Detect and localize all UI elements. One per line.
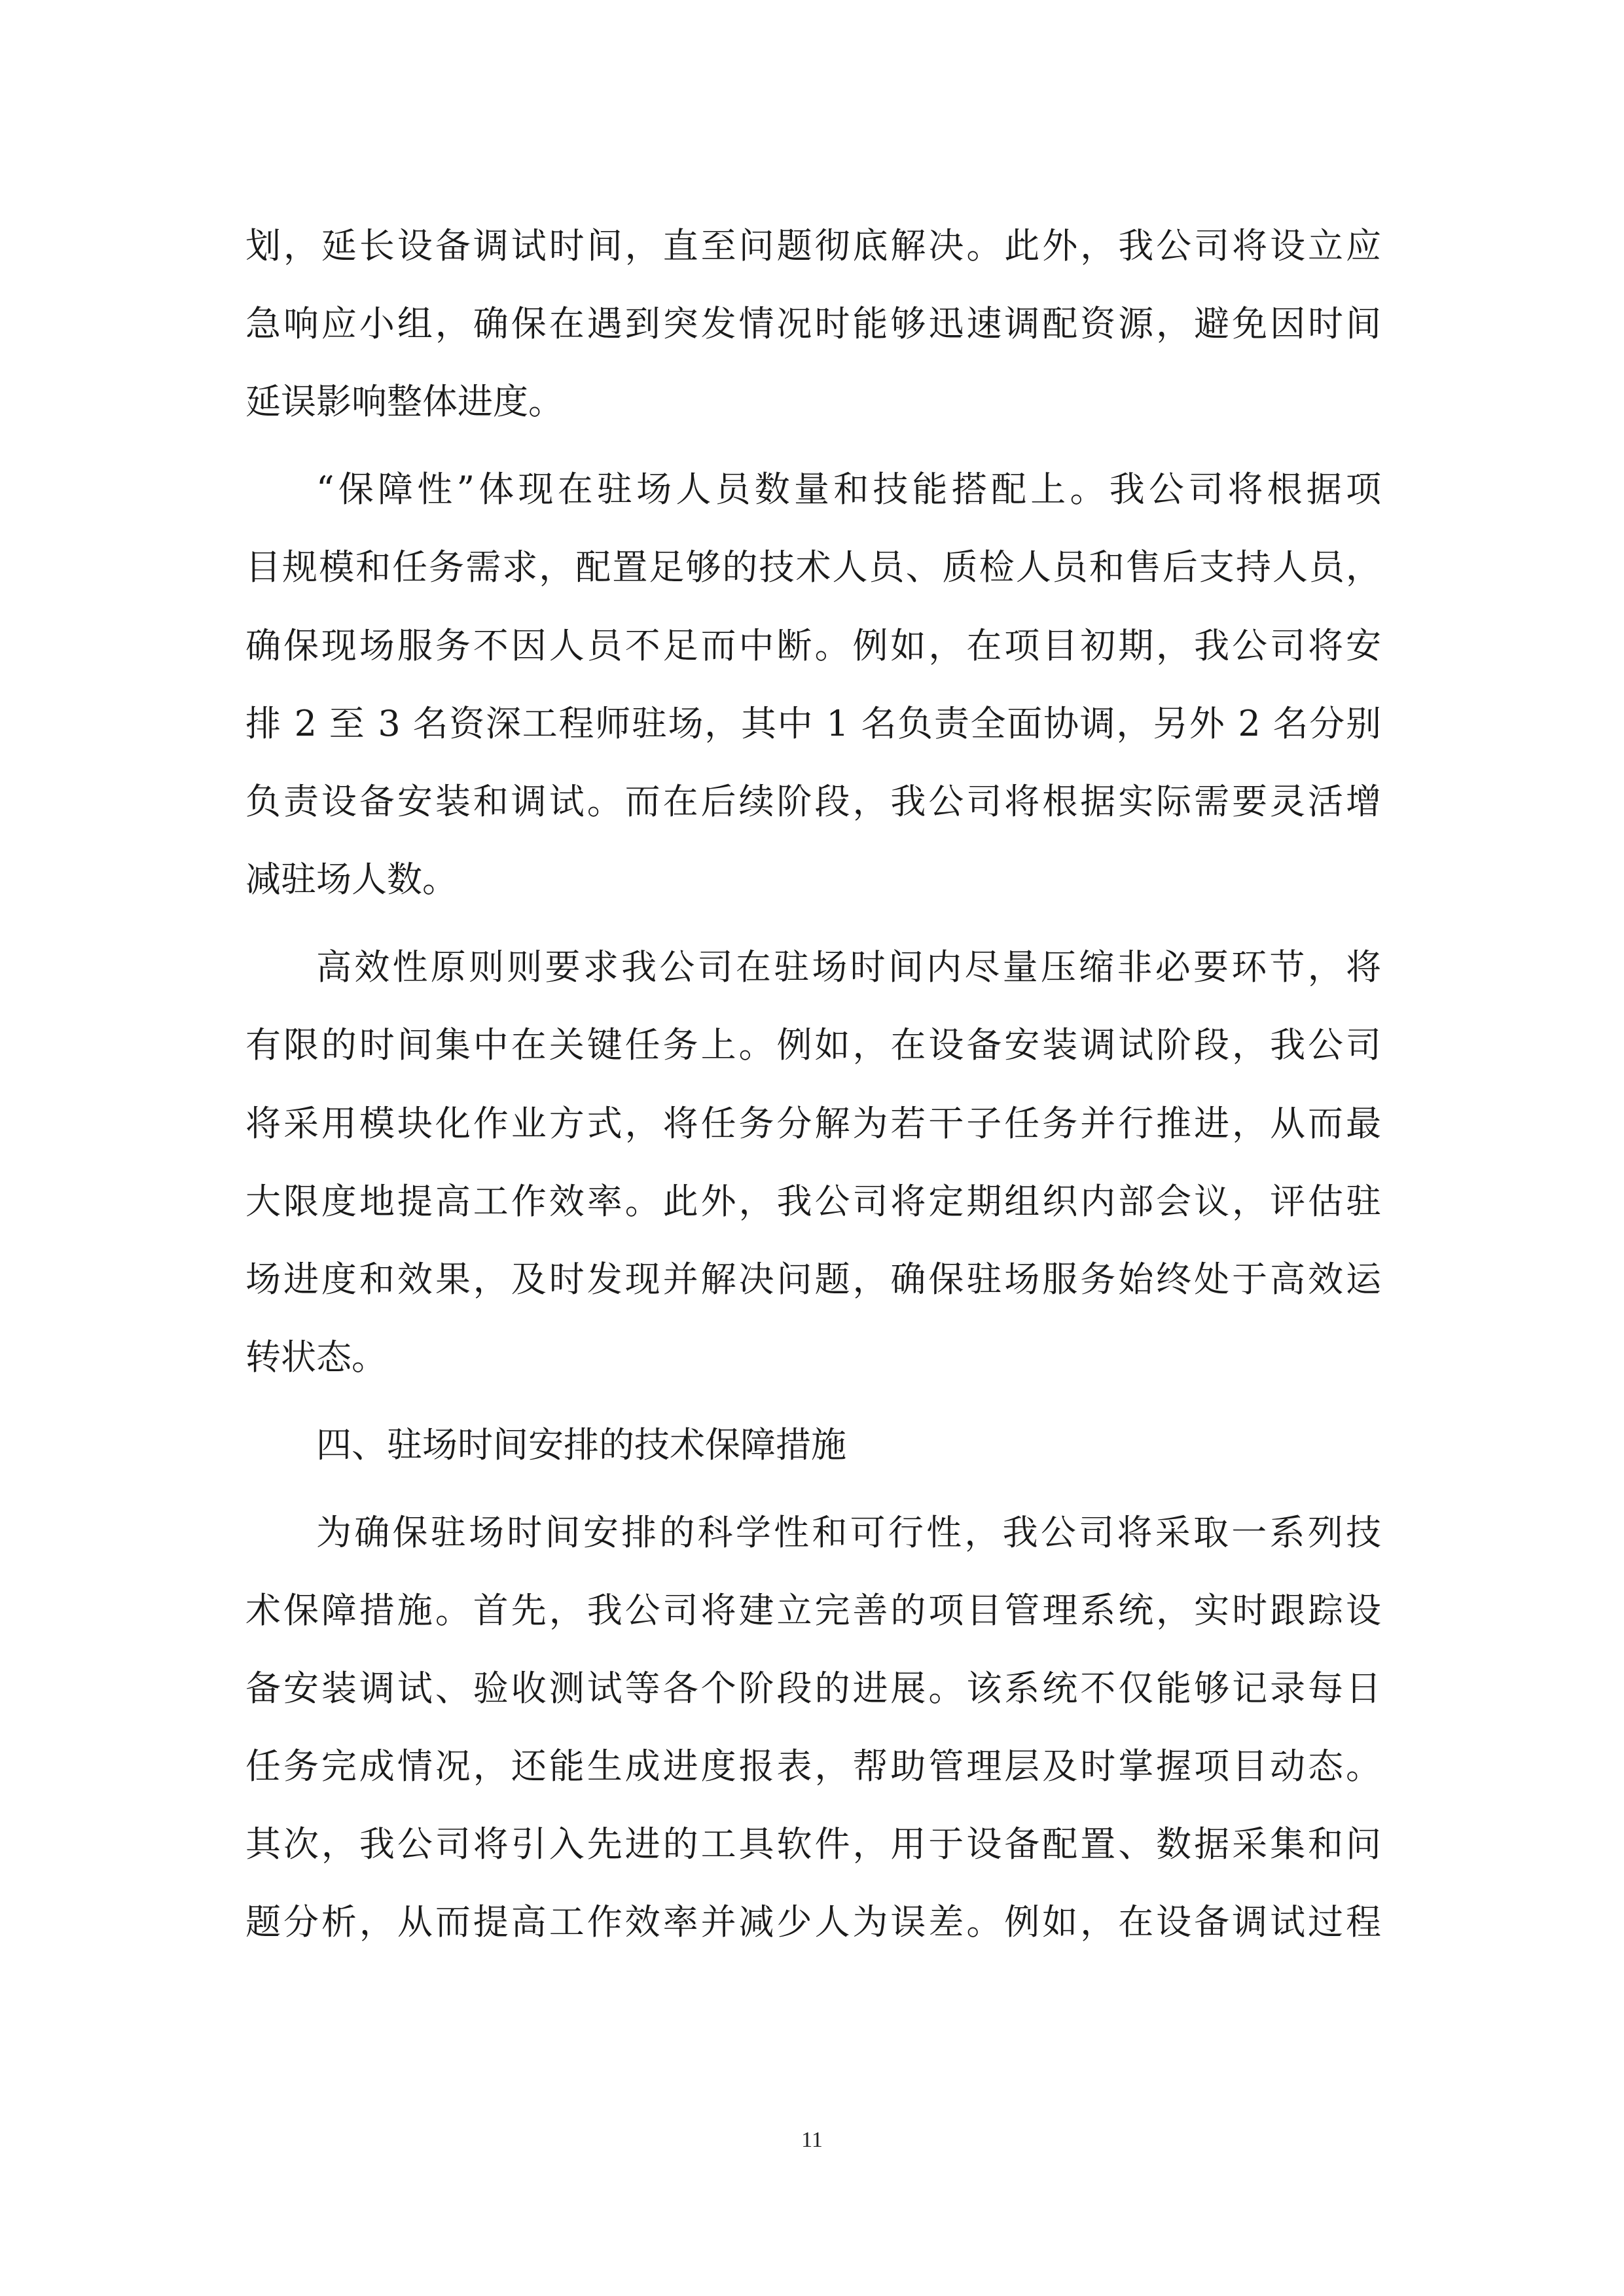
text-line-2: 急响应小组，确保在遇到突发情况时能够迅速调配资源，避免因时间 — [245, 303, 1381, 344]
text-line-9: 减驻场人数。 — [245, 859, 458, 900]
text-line-8: 负责设备安装和调试。而在后续阶段，我公司将根据实际需要灵活增 — [245, 781, 1381, 822]
text-line-19: 备安装调试、验收测试等各个阶段的进展。该系统不仅能够记录每日 — [245, 1668, 1381, 1709]
text-line-3: 延误影响整体进度。 — [245, 381, 564, 422]
page-number: 11 — [801, 2128, 823, 2152]
text-line-18: 术保障措施。首先，我公司将建立完善的项目管理系统，实时跟踪设 — [245, 1590, 1381, 1631]
text-line-7: 排 2 至 3 名资深工程师驻场，其中 1 名负责全面协调，另外 2 名分别 — [245, 703, 1381, 744]
text-line-17: 为确保驻场时间安排的科学性和可行性，我公司将采取一系列技 — [316, 1512, 1381, 1553]
text-line-15: 转状态。 — [245, 1336, 387, 1378]
text-line-13: 大限度地提高工作效率。此外，我公司将定期组织内部会议，评估驻 — [245, 1181, 1381, 1222]
text-line-4: “保障性”体现在驻场人员数量和技能搭配上。我公司将根据项 — [316, 469, 1381, 510]
text-line-21: 其次，我公司将引入先进的工具软件，用于设备配置、数据采集和问 — [245, 1823, 1381, 1865]
text-line-11: 有限的时间集中在关键任务上。例如，在设备安装调试阶段，我公司 — [245, 1024, 1381, 1066]
text-line-5: 目规模和任务需求，配置足够的技术人员、质检人员和售后支持人员， — [245, 547, 1381, 588]
text-line-22: 题分析，从而提高工作效率并减少人为误差。例如，在设备调试过程 — [245, 1901, 1381, 1943]
text-line-10: 高效性原则则要求我公司在驻场时间内尽量压缩非必要环节，将 — [316, 946, 1381, 988]
text-line-12: 将采用模块化作业方式，将任务分解为若干子任务并行推进，从而最 — [245, 1103, 1381, 1144]
text-line-1: 划，延长设备调试时间，直至问题彻底解决。此外，我公司将设立应 — [245, 225, 1381, 266]
text-line-20: 任务完成情况，还能生成进度报表，帮助管理层及时掌握项目动态。 — [245, 1746, 1381, 1787]
text-line-14: 场进度和效果，及时发现并解决问题，确保驻场服务始终处于高效运 — [245, 1259, 1381, 1300]
section-heading: 四、驻场时间安排的技术保障措施 — [316, 1424, 846, 1465]
text-line-6: 确保现场服务不因人员不足而中断。例如，在项目初期，我公司将安 — [245, 625, 1381, 666]
